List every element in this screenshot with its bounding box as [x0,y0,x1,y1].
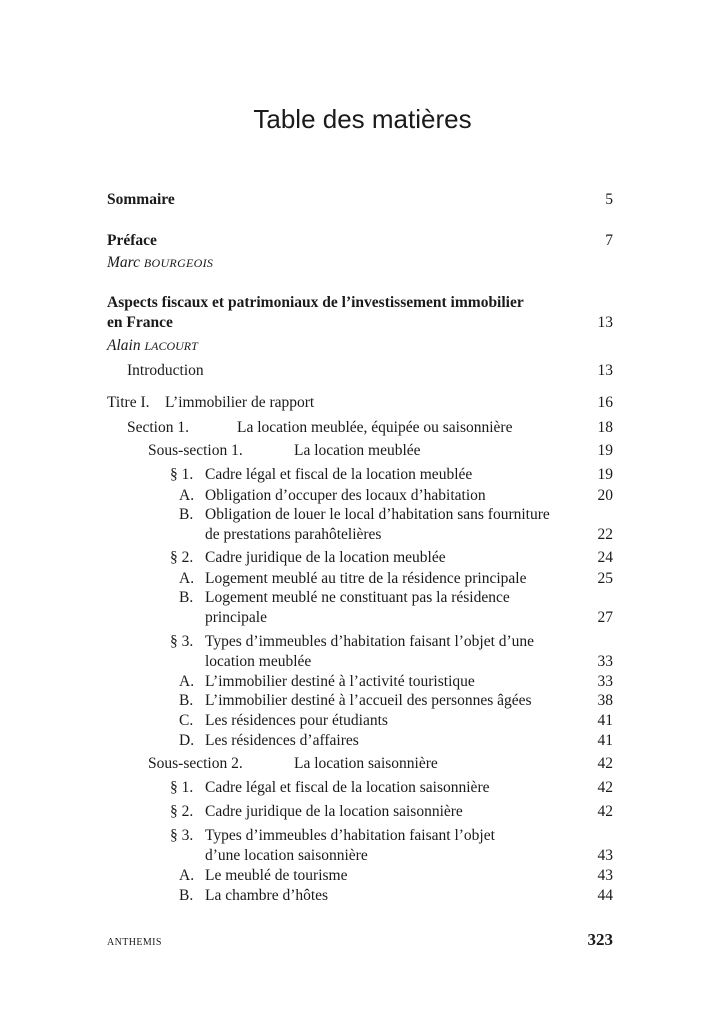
entry-page: 24 [597,549,613,566]
entry-label: Types d’immeubles d’habitation faisant l’objet [205,827,495,844]
entry-label: La location meublée, équipée ou saisonnière [237,419,513,436]
entry-label: Le meublé de tourisme [205,867,348,884]
entry-label: La location saisonnière [294,755,438,772]
entry-label: Logement meublé ne constituant pas la résidence [205,589,510,606]
entry-page: 41 [597,732,613,749]
entry-label: L’immobilier destiné à l’accueil des personnes âgées [205,692,532,709]
entry-page: 7 [605,232,613,249]
entry-page: 42 [597,803,613,820]
entry-label: L’immobilier de rapport [165,394,315,411]
entry-label: Cadre légal et fiscal de la location saisonnière [205,779,490,796]
entry-page: 18 [597,419,613,436]
entry-number: Sous-section 2. [148,755,243,772]
entry-label: en France [107,314,173,331]
entry-page: 43 [597,867,613,884]
entry-label: Aspects fiscaux et patrimoniaux de l’investissement immobilier [107,294,524,311]
entry-label: d’une location saisonnière [205,847,368,864]
entry-number: § 2. [170,549,194,566]
entry-label: La location meublée [294,442,421,459]
entry-page: 19 [597,442,613,459]
entry-page: 13 [597,362,613,379]
entry-label: Les résidences pour étudiants [205,712,388,729]
entry-number: C. [179,712,194,729]
entry-page: 38 [597,692,613,709]
entry-number: § 2. [170,803,194,820]
entry-number: A. [179,867,195,884]
entry-number: A. [179,570,195,587]
entry-label: Cadre juridique de la location saisonnière [205,803,463,820]
author-first-name: Alain [107,337,145,354]
entry-label: Préface [107,232,157,249]
entry-number: A. [179,673,195,690]
entry-label: Les résidences d’affaires [205,732,359,749]
entry-page: 41 [597,712,613,729]
entry-number: B. [179,506,194,523]
author-first-name: Marc [107,254,144,271]
entry-page: 33 [597,653,613,670]
entry-label: L’immobilier destiné à l’activité touristique [205,673,475,690]
entry-page: 5 [605,191,613,208]
entry-page: 19 [597,466,613,483]
entry-page: 13 [597,314,613,331]
entry-label: Sommaire [107,191,175,208]
entry-label: de prestations parahôtelières [205,526,382,543]
entry-number: D. [179,732,195,749]
page-number: 323 [587,930,613,949]
entry-label: La chambre d’hôtes [205,887,329,904]
entry-page: 43 [597,847,613,864]
entry-page: 42 [597,755,613,772]
entry-label: Cadre légal et fiscal de la location meublée [205,466,473,483]
entry-number: Section 1. [127,419,189,436]
entry-page: 25 [597,570,613,587]
entry-number: Sous-section 1. [148,442,243,459]
entry-label: location meublée [205,653,312,670]
entry-label: Obligation d’occuper des locaux d’habitation [205,487,486,504]
entry-label: principale [205,609,267,626]
entry-label: Obligation de louer le local d’habitation sans fourniture [205,506,550,523]
entry-number: A. [179,487,195,504]
page-title: Table des matières [253,104,472,134]
entry-number: § 3. [170,633,194,650]
author-last-name: LACOURT [144,339,198,353]
entry-page: 42 [597,779,613,796]
entry-page: 44 [597,887,613,904]
entry-number: § 3. [170,827,194,844]
author-last-name: BOURGEOIS [143,256,214,270]
entry-number: § 1. [170,779,194,796]
publisher-name: ANTHEMIS [107,937,162,948]
entry-page: 22 [597,526,613,543]
entry-label: Types d’immeubles d’habitation faisant l’objet d’une [205,633,535,650]
entry-number: § 1. [170,466,194,483]
entry-page: 33 [597,673,613,690]
entry-page: 20 [597,487,613,504]
entry-number: B. [179,589,194,606]
entry-page: 16 [597,394,613,411]
entry-number: B. [179,692,194,709]
entry-label: Cadre juridique de la location meublée [205,549,446,566]
entry-label: Introduction [127,362,204,379]
entry-label: Logement meublé au titre de la résidence principale [205,570,527,587]
entry-page: 27 [597,609,613,626]
entry-number: B. [179,887,194,904]
entry-number: Titre I. [107,394,150,411]
